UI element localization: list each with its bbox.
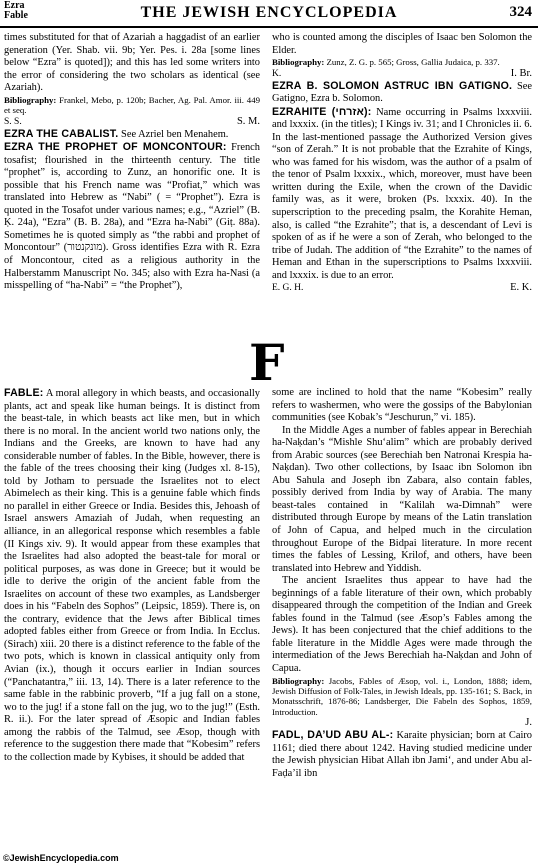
header-rule: [0, 26, 538, 28]
section-letter: F: [249, 333, 285, 392]
bibliography-text: Frankel, Mebo, p. 120b; Bacher, Ag. Pal. Amor. iii. 449 et seq.: [4, 94, 260, 116]
bibliography-text: Zunz, Z. G. p. 565; Gross, Gallia Judaica, p. 337.: [324, 57, 500, 68]
bibliography-text: Jacobs, Fables of Æsop, vol. i., London, 1888; idem, Jewish Diffusion of Folk-Tales, in Jewish Ideals, pp. 135-161; S. Back, in Monatsschrift, 1876-86; Landsberger, Die Fabeln des Sophos, 1859, Introduction.: [272, 675, 532, 717]
entry-text: Karaite physician; born at Cairo 1161; died there about 1242. Having studied medicine under the Jewish physician Hibat Allah ibn Jami‘, and under Abu al-Faḍa’il ibn: [272, 730, 532, 779]
bibliography-label: Bibliography:: [272, 57, 325, 68]
entry-ezra-cabalist: [4, 128, 260, 142]
entry-ezra-prophet: [4, 141, 260, 293]
entry-heading: EZRA THE PROPHET OF MONCONTOUR:: [4, 141, 227, 154]
signature-left: S. S.: [4, 116, 22, 127]
entry-heading: FADL, DA’UD ABU AL-:: [272, 729, 394, 742]
entry-text: See Azriel ben Menahem.: [118, 128, 229, 140]
bibliography: [4, 95, 260, 116]
paragraph: In the Middle Ages a number of fables appear in Berechiah ha-Naḳdan’s “Mishle Shu‘alim” which are probably derived from Arabic sources (see Berechiah ben Natronai Krespia ha-Naḳdan). Two other collections, by Isaac ibn Solomon ibn Abu Sahula and Joseph ibn Zabara, also contain fables, possibly derived from India by way of Arabia. The many beast-tales contained in “Kalilah wa-Dimnah” were distributed through Europe by means of the Latin translation of John of Capua, and helped much in the circulation throughout Europe of the Bidpai literature. In more recent times the fables of Lessing, Krilof, and others, have been translated into Hebrew and Yiddish.: [272, 424, 532, 574]
entry-fadl: [272, 729, 532, 780]
signature-right: J.: [525, 717, 532, 729]
entry-heading: EZRA B. SOLOMON ASTRUC IBN GATIGNO.: [272, 79, 513, 92]
paragraph: who is counted among the disciples of Isaac ben Solomon the Elder.: [272, 32, 532, 56]
entry-text: A moral allegory in which beasts, and occasionally plants, act and speak like human beings. It is distinct from the beast-tale, in which beasts act like men, but in which there is no moral. In the ancient world two nations only, the Indians and the Greeks, are known to have had any considerable number of fables. In the Bible, however, there is the fable of the trees choosing their king (Judges xl. 8-15), told by Jotham to persuade the Israelites not to elect Abimelech as their king. This is a genuine fable which finds no parallel in either Greece or India. Besides this, Jehoash of Israel answers Amaziah of Judah, when requesting an alliance, in an allegorical response which resembles a fable (II Kings xiv. 9). It would appear from these examples that the Israelites had also adopted the beast-tale for moral or political purposes, as was done in Greece; but it would be idle to derive the origin of the ancient fable from the Israelites on account of these two examples, as Landsberger does in his “Fabeln des Sophos” (Leipsic, 1859). There is, on the contrary, evidence that the Jews after Biblical times adopted fables either from Greece or from India. In Ecclus. (Sirach) xiii. 20 there is a distinct reference to the fable of the two pots, which is known in classical antiquity only from Avian (ix.), though it occurs earlier in Indian sources (“Panchatantra,” iii. 13, 14). There is a later reference to the same fable in the rabbinic proverb, “If a jug fall on a stone, wo to the jug! if a stone fall on the jug, wo to the jug!” (Esth. R. ii.). For the later spread of Æsopic and Indian fables among the rabbis of the Talmud, see Æsop, though with reference to the suggestion there made that “Kobesim” refers to the collection made by Kybises, it should be added that: [4, 388, 260, 763]
bibliography-label: Bibliography:: [4, 94, 57, 105]
entry-heading: EZRA THE CABALIST.: [4, 127, 119, 140]
column-2: [272, 32, 532, 294]
bibliography: [272, 57, 532, 67]
entry-text: See Gatigno, Ezra b. Solomon.: [272, 80, 532, 105]
paragraph: some are inclined to hold that the name “Kobesim” really refers to washermen, who were the gossips of the Babylonian communities (see Kobak’s “Jeschurun,” vi. 185).: [272, 387, 532, 424]
signature-line: [4, 116, 260, 128]
signature-line: [272, 717, 532, 729]
signature-line: [272, 282, 532, 294]
paragraph: times substituted for that of Azariah a haggadist of an earlier generation (Yer. Shab. vii. 9b; Yer. Pes. i. 28a [some lines below “Ezra” is quoted]); and this has led some writers into the error of considering the two scholars as identical (see Azariah).: [4, 32, 260, 94]
entry-heading: EZRAHITE (אזרחי):: [272, 105, 372, 118]
column-3: [4, 387, 260, 764]
page-number: 324: [509, 4, 532, 20]
column-1: [4, 32, 260, 293]
column-4: [272, 387, 532, 780]
running-head-first: Ezra: [4, 0, 25, 11]
signature-right: I. Br.: [510, 67, 532, 79]
signature-right: S. M.: [236, 115, 260, 127]
entry-heading: FABLE:: [4, 387, 44, 399]
signature-right: E. K.: [510, 282, 532, 294]
bibliography-label: Bibliography:: [272, 675, 325, 686]
publication-title: THE JEWISH ENCYCLOPEDIA: [140, 4, 398, 21]
entry-fable: [4, 387, 260, 764]
entry-ezrahite: [272, 106, 532, 283]
bibliography: [272, 676, 532, 718]
signature-left: E. G. H.: [272, 283, 304, 294]
entry-ezra-b-solomon: [272, 80, 532, 106]
signature-left: K.: [272, 68, 282, 79]
entry-text: French tosafist; flourished in the thirteenth century. The title “prophet” is, according to Zunz, an honorific one. It is possible that his French name was “Profiat,” which was translated into Hebrew as “Nabi” ( = “Prophet”). Ezra is quoted in the Tosafot under various names; e.g., “Azriel” (B. Ḳ. 24a), “Ezra” (B. B. 28a), and “Ezra ha-Nabi” (Giṭ. 88a). Sometimes he is quoted simply as “the rabbi and prophet of Moncontour” (מונקנטור). Gross identifies Ezra with R. Ezra of Moncontour, cited as a religious authority in the Halberstamm Manuscript No. 345; also with Ezra ha-Nasi (a misspelling of “ha-Nabi” = “the Prophet”),: [4, 142, 260, 292]
signature-line: [272, 68, 532, 80]
paragraph: The ancient Israelites thus appear to have had the beginnings of a fable literature of their own, which probably disappeared through the competition of the Indian and Greek fables found in the Talmud (see Æsop’s Fables among the Jews). It has been conjectured that the chief additions to the fable literature in the Middle Ages were made through the intermediation of the Jews Berechiah ha-Naḳdan and John of Capua.: [272, 575, 532, 675]
copyright-footer: ©JewishEncyclopedia.com: [3, 853, 119, 863]
page-header: [0, 0, 538, 28]
entry-text: Name occurring in Psalms lxxxviii. and lxxxix. (in the titles); I Kings iv. 31; and I Chronicles ii. 6. In the last-mentioned passage the Authorized Version gives “son of Zerah.” It is not probable that the Ezrahite of Kings, who was famed for his wisdom, was the author of a psalm of the tenor of Psalm lxxxix., which, moreover, must have been written during the Exile, when the crown of the Davidic family was, as it were, broken (Ps. lxxxix. 40). In the superscription to the preceding psalm, the Korahite Heman, also, is called “the Ezrahite”; that is, a descendant of Levi is spoken of as if he were a son of Zerah, who belonged to the tribe of Judah. The addition of “the Ezrahite” to the names of Heman and Ethan in the superscriptions to Psalms lxxxviii. and lxxxix. is due to an error.: [272, 106, 532, 281]
running-head-last: Fable: [4, 10, 28, 21]
